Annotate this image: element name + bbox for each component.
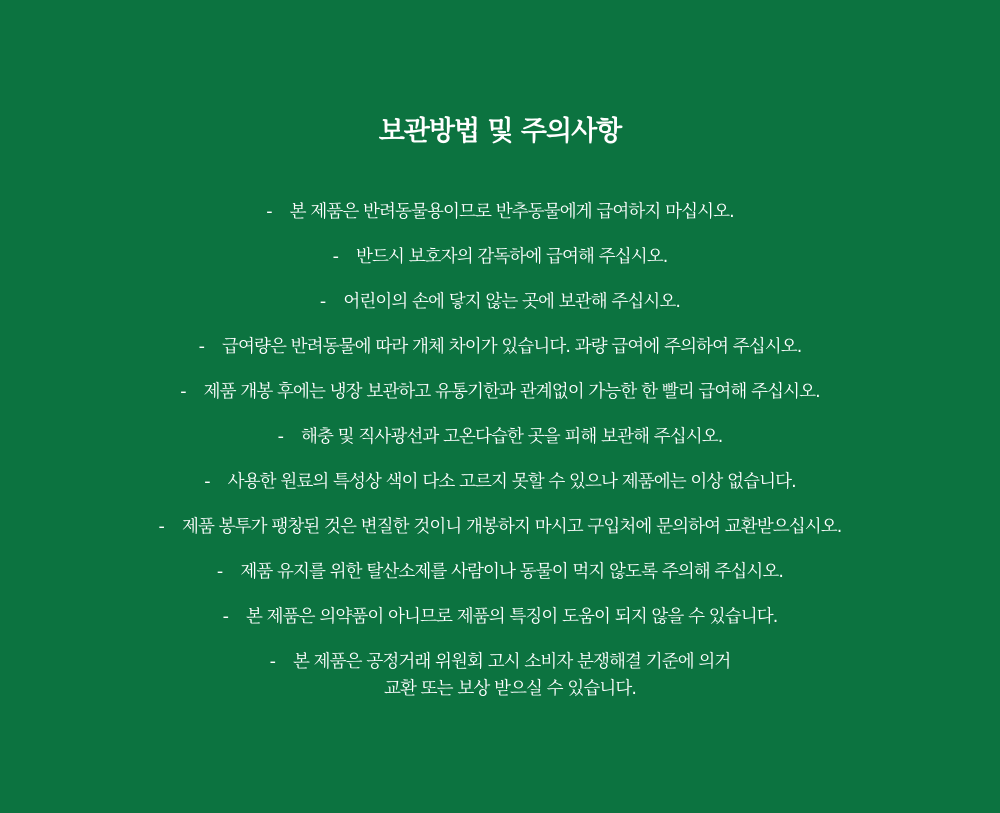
notice-text: 사용한 원료의 특성상 색이 다소 고르지 못할 수 있으나 제품에는 이상 없습니다. (227, 472, 796, 492)
notice-text: 반드시 보호자의 감독하에 급여해 주십시오. (356, 247, 668, 267)
notice-item (0, 469, 1000, 496)
notice-text: 급여량은 반려동물에 따라 개체 차이가 있습니다. 과량 급여에 주의하여 주십시오. (221, 337, 802, 357)
notice-list (0, 199, 1000, 721)
notice-item (0, 334, 1000, 361)
notice-item (0, 244, 1000, 271)
bullet-dash: - (269, 652, 275, 672)
notice-text-line1: 본 제품은 공정거래 위원회 고시 소비자 분쟁해결 기준에 의거 (292, 652, 731, 672)
bullet-dash: - (319, 292, 326, 312)
bullet-dash: - (266, 202, 272, 222)
page-title: 보관방법 및 주의사항 (378, 116, 622, 147)
notice-item (0, 199, 1000, 226)
notice-item (0, 424, 1000, 451)
notice-text: 본 제품은 의약품이 아니므로 제품의 특징이 도움이 되지 않을 수 있습니다. (245, 607, 778, 627)
notice-item-last (0, 649, 1000, 703)
bullet-dash: - (216, 562, 223, 582)
bullet-dash: - (158, 517, 164, 537)
notice-text: 제품 유지를 위한 탈산소제를 사람이나 동물이 먹지 않도록 주의해 주십시오. (240, 562, 784, 582)
notice-item (0, 604, 1000, 631)
bullet-dash: - (277, 427, 283, 447)
bullet-dash: - (180, 382, 186, 402)
notice-item (0, 289, 1000, 316)
notice-text: 제품 개봉 후에는 냉장 보관하고 유통기한과 관계없이 가능한 한 빨리 급여해 주십시오. (203, 382, 820, 402)
bullet-dash: - (222, 607, 228, 627)
notice-text-line2: 교환 또는 보상 받으실 수 있습니다. (383, 679, 637, 699)
notice-item (0, 514, 1000, 541)
notice-text: 제품 봉투가 팽창된 것은 변질한 것이니 개봉하지 마시고 구입처에 문의하여 교환받으십시오. (181, 517, 842, 537)
notice-text: 본 제품은 반려동물용이므로 반추동물에게 급여하지 마십시오. (289, 202, 734, 222)
notice-item (0, 559, 1000, 586)
bullet-dash: - (198, 337, 204, 357)
bullet-dash: - (204, 472, 210, 492)
bullet-dash: - (332, 247, 338, 267)
notice-text: 어린이의 손에 닿지 않는 곳에 보관해 주십시오. (343, 292, 681, 312)
notice-text: 해충 및 직사광선과 고온다습한 곳을 피해 보관해 주십시오. (301, 427, 723, 447)
notice-item (0, 379, 1000, 406)
